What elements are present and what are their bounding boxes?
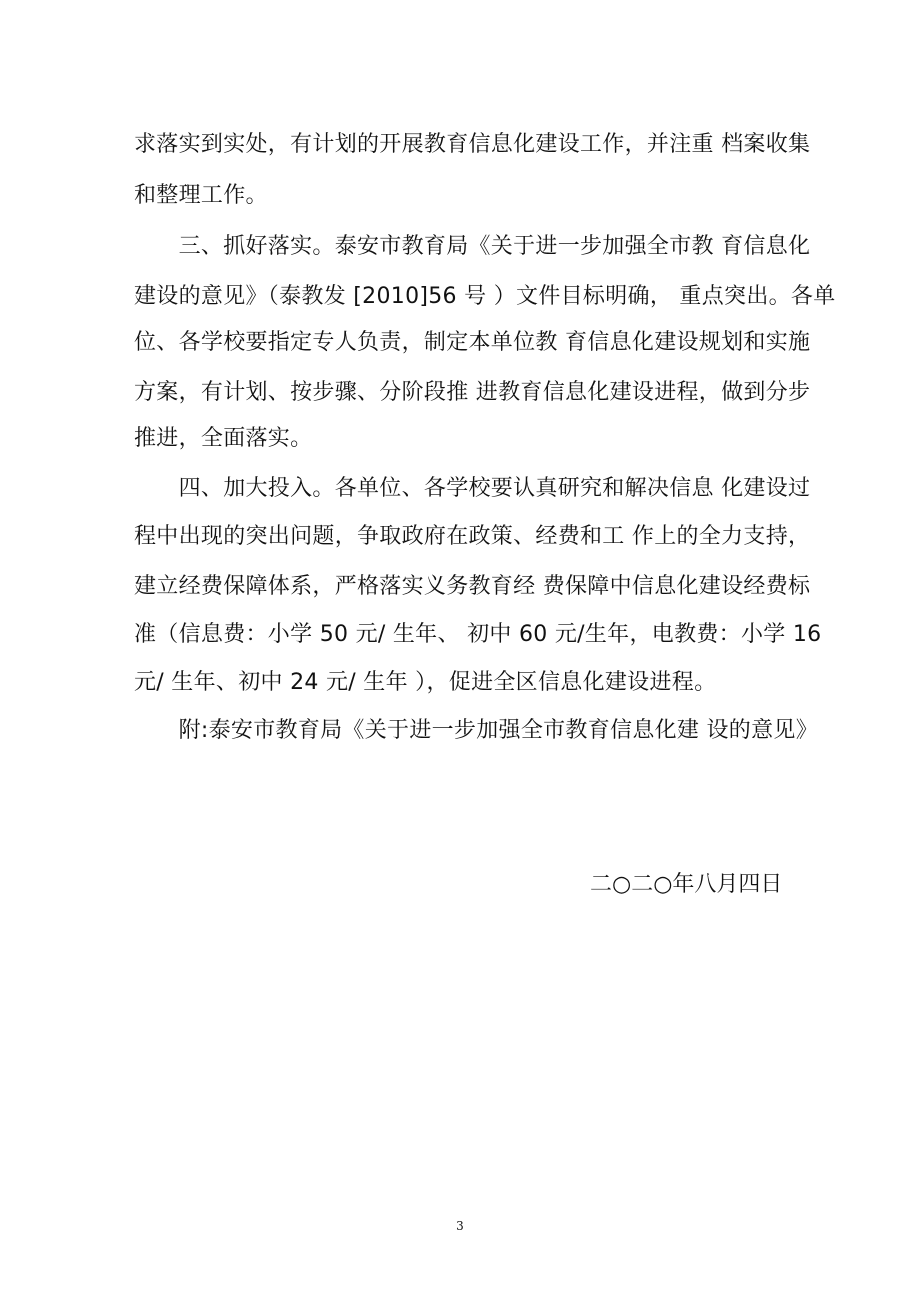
- paragraph-section-four-line-5: 元/ 生年、初中 24 元/ 生年 ），促进全区信息化建设进程。: [134, 670, 717, 695]
- paragraph-section-four-line-1: 四、加大投入。各单位、各学校要认真研究和解决信息 化建设过: [134, 476, 811, 501]
- paragraph-section-four-line-3: 建立经费保障体系，严格落实义务教育经 费保障中信息化建设经费标: [134, 574, 811, 599]
- paragraph-continuation-line-1: 求落实到实处，有计划的开展教育信息化建设工作，并注重 档案收集: [134, 132, 811, 157]
- paragraph-attachment-line-1: 附:泰安市教育局《关于进一步加强全市教育信息化建 设的意见》: [134, 718, 819, 743]
- paragraph-section-three-line-3: 位、各学校要指定专人负责，制定本单位教 育信息化建设规划和实施: [134, 330, 811, 355]
- paragraph-continuation-line-2: 和整理工作。: [134, 183, 268, 208]
- paragraph-section-three-line-1: 三、抓好落实。泰安市教育局《关于进一步加强全市教 育信息化: [134, 234, 811, 259]
- paragraph-section-three-line-2: 建设的意见》（泰教发 [2010]56 号 ）文件目标明确， 重点突出。各单: [134, 284, 836, 309]
- page-number: 3: [456, 1219, 464, 1233]
- paragraph-section-three-line-4: 方案，有计划、按步骤、分阶段推 进教育信息化建设进程，做到分步: [134, 380, 811, 405]
- paragraph-section-four-line-4: 准（信息费：小学 50 元/ 生年、 初中 60 元/生年，电教费：小学 16: [134, 622, 822, 647]
- paragraph-section-four-line-2: 程中出现的突出问题，争取政府在政策、经费和工 作上的全力支持，: [134, 524, 811, 549]
- document-date: 二○二○年八月四日: [590, 872, 783, 897]
- paragraph-section-three-line-5: 推进，全面落实。: [134, 426, 313, 451]
